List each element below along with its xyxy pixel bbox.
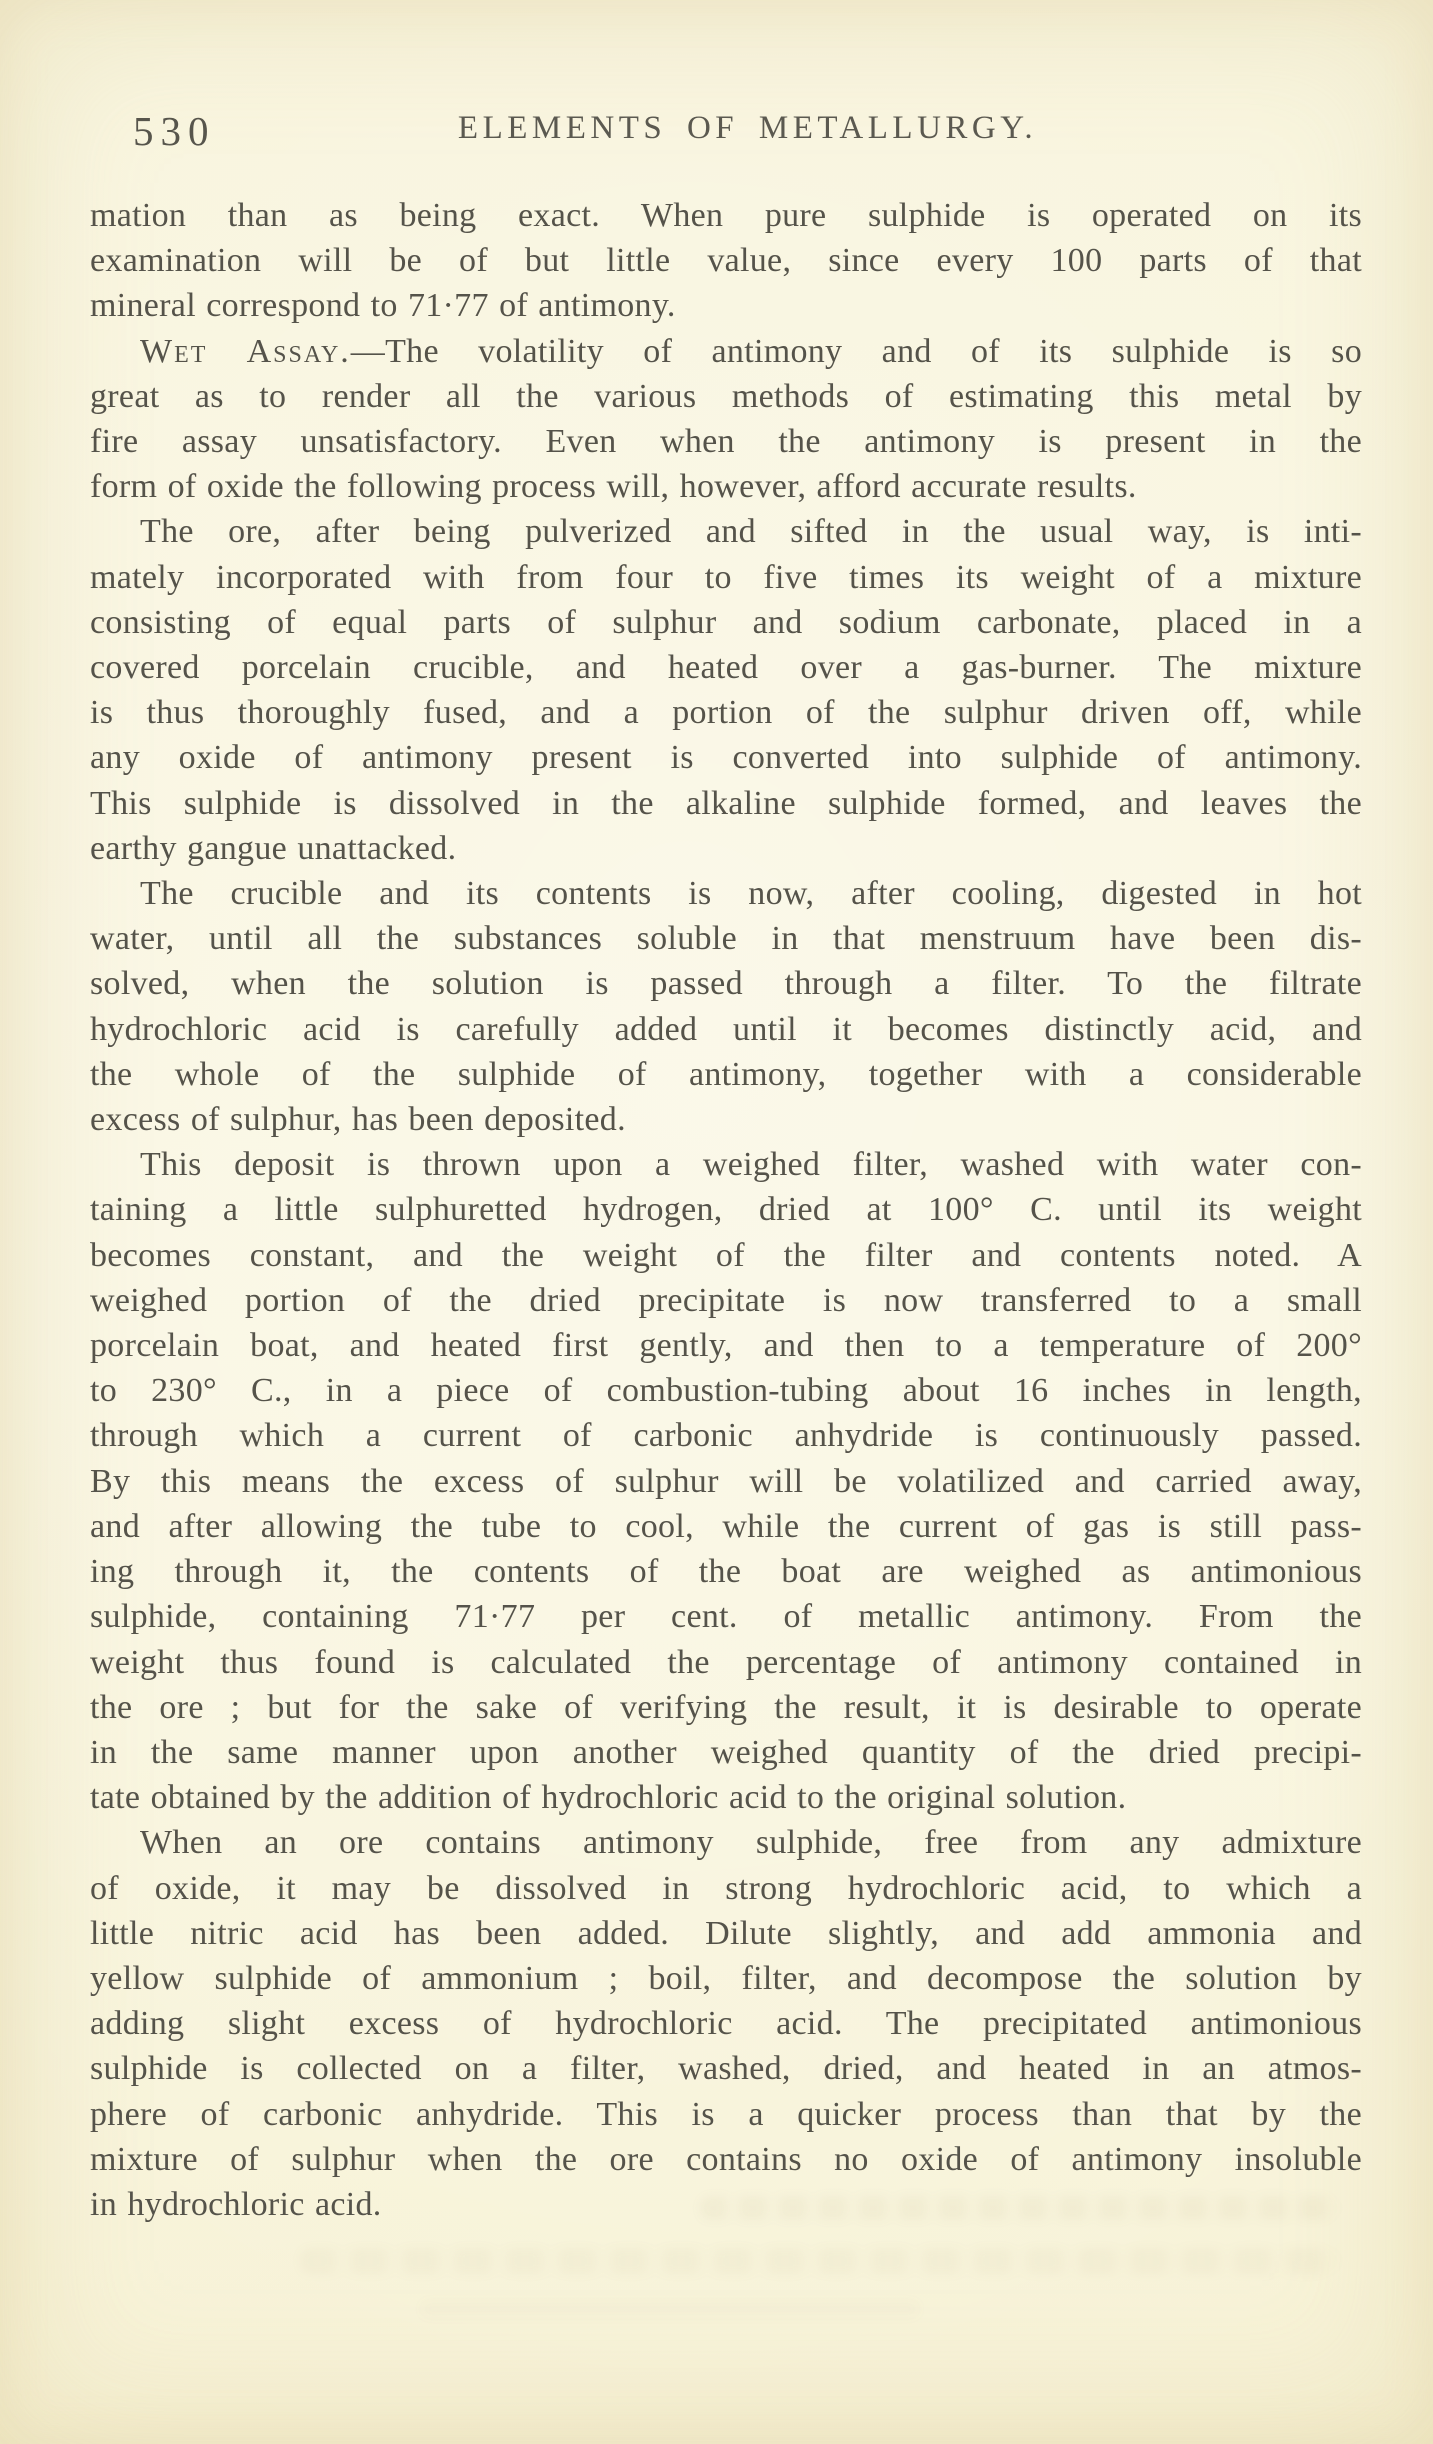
text-line: phere of carbonic anhydride. This is a quicker process than that by the: [90, 2095, 1362, 2133]
text-line: and after allowing the tube to cool, while the current of gas is still pass-: [90, 1507, 1362, 1545]
text-line: covered porcelain crucible, and heated over a gas-burner. The mixture: [90, 649, 1362, 687]
paragraph: [90, 871, 1362, 1142]
text-line: ing through it, the contents of the boat are weighed as antimonious: [90, 1553, 1362, 1591]
text-line: weight thus found is calculated the percentage of antimony contained in: [90, 1643, 1362, 1681]
text-line: The crucible and its contents is now, after cooling, digested in hot: [140, 875, 1362, 913]
paragraph: [90, 1820, 1362, 2227]
text-line: through which a current of carbonic anhydride is continuously passed.: [90, 1417, 1362, 1455]
text-line: The ore, after being pulverized and sifted in the usual way, is inti-: [140, 513, 1362, 551]
text-line: Wet Assay.—The volatility of antimony and of its sulphide is so: [140, 332, 1362, 370]
text-line: sulphide, containing 71·77 per cent. of metallic antimony. From the: [90, 1598, 1362, 1636]
text-line: water, until all the substances soluble in that menstruum have been dis-: [90, 920, 1362, 958]
text-line: the whole of the sulphide of antimony, together with a considerable: [90, 1055, 1362, 1093]
text-line: yellow sulphide of ammonium ; boil, filter, and decompose the solution by: [90, 1959, 1362, 1997]
text-line: of oxide, it may be dissolved in strong hydrochloric acid, to which a: [90, 1869, 1362, 1907]
running-title: ELEMENTS OF METALLURGY.: [457, 110, 1038, 146]
text-line: in hydrochloric acid.: [90, 2185, 382, 2223]
text-line: becomes constant, and the weight of the filter and contents noted. A: [90, 1236, 1362, 1274]
text-line: tate obtained by the addition of hydrochloric acid to the original solution.: [90, 1779, 1127, 1817]
text-line: mixture of sulphur when the ore contains no oxide of antimony insoluble: [90, 2140, 1362, 2178]
text-line: in the same manner upon another weighed quantity of the dried precipi-: [90, 1733, 1362, 1771]
text-line: weighed portion of the dried precipitate is now transferred to a small: [90, 1281, 1362, 1319]
text-line: sulphide is collected on a filter, washed, dried, and heated in an atmos-: [90, 2050, 1362, 2088]
sidehead-wet-assay: Wet Assay.: [140, 332, 351, 370]
paragraph: [90, 193, 1362, 329]
text-line: hydrochloric acid is carefully added until it becomes distinctly acid, and: [90, 1010, 1362, 1048]
text-line: mately incorporated with from four to five times its weight of a mixture: [90, 558, 1362, 596]
page-number: 530: [133, 108, 216, 154]
text-line: This sulphide is dissolved in the alkaline sulphide formed, and leaves the: [90, 784, 1362, 822]
text-line: earthy gangue unattacked.: [90, 829, 457, 867]
text-line: adding slight excess of hydrochloric acid. The precipitated antimonious: [90, 2005, 1362, 2043]
paragraph: [90, 1142, 1362, 1820]
text-line: great as to render all the various methods of estimating this metal by: [90, 377, 1362, 415]
text-block: [90, 193, 1362, 2227]
text-line: consisting of equal parts of sulphur and sodium carbonate, placed in a: [90, 603, 1362, 641]
text-line: form of oxide the following process will, however, afford accurate results.: [90, 468, 1137, 506]
text-line: mation than as being exact. When pure sulphide is operated on its: [90, 197, 1362, 234]
text-line: is thus thoroughly fused, and a portion of the sulphur driven off, while: [90, 694, 1362, 732]
text-line: the ore ; but for the sake of verifying the result, it is desirable to operate: [90, 1688, 1362, 1726]
paragraph: [90, 509, 1362, 871]
page-header: [0, 103, 1433, 163]
text-line: solved, when the solution is passed through a filter. To the filtrate: [90, 965, 1362, 1003]
text-line: porcelain boat, and heated first gently, and then to a temperature of 200°: [90, 1327, 1362, 1365]
text-line: fire assay unsatisfactory. Even when the antimony is present in the: [90, 423, 1362, 461]
paragraph: [90, 329, 1362, 510]
text-line: When an ore contains antimony sulphide, free from any admixture: [140, 1824, 1362, 1862]
show-through-smudge: [300, 2248, 1340, 2274]
text-line: little nitric acid has been added. Dilute slightly, and add ammonia and: [90, 1914, 1362, 1952]
text-line: to 230° C., in a piece of combustion-tubing about 16 inches in length,: [90, 1372, 1362, 1410]
text-line: By this means the excess of sulphur will be volatilized and carried away,: [90, 1462, 1362, 1500]
text-line: This deposit is thrown upon a weighed filter, washed with water con-: [140, 1146, 1362, 1184]
text-line: excess of sulphur, has been deposited.: [90, 1101, 626, 1139]
show-through-smudge: [420, 2300, 920, 2318]
text-line: any oxide of antimony present is converted into sulphide of antimony.: [90, 739, 1362, 777]
text-line: examination will be of but little value, since every 100 parts of that: [90, 242, 1362, 280]
text-line: mineral correspond to 71·77 of antimony.: [90, 287, 676, 325]
text-line: taining a little sulphuretted hydrogen, dried at 100° C. until its weight: [90, 1191, 1362, 1229]
